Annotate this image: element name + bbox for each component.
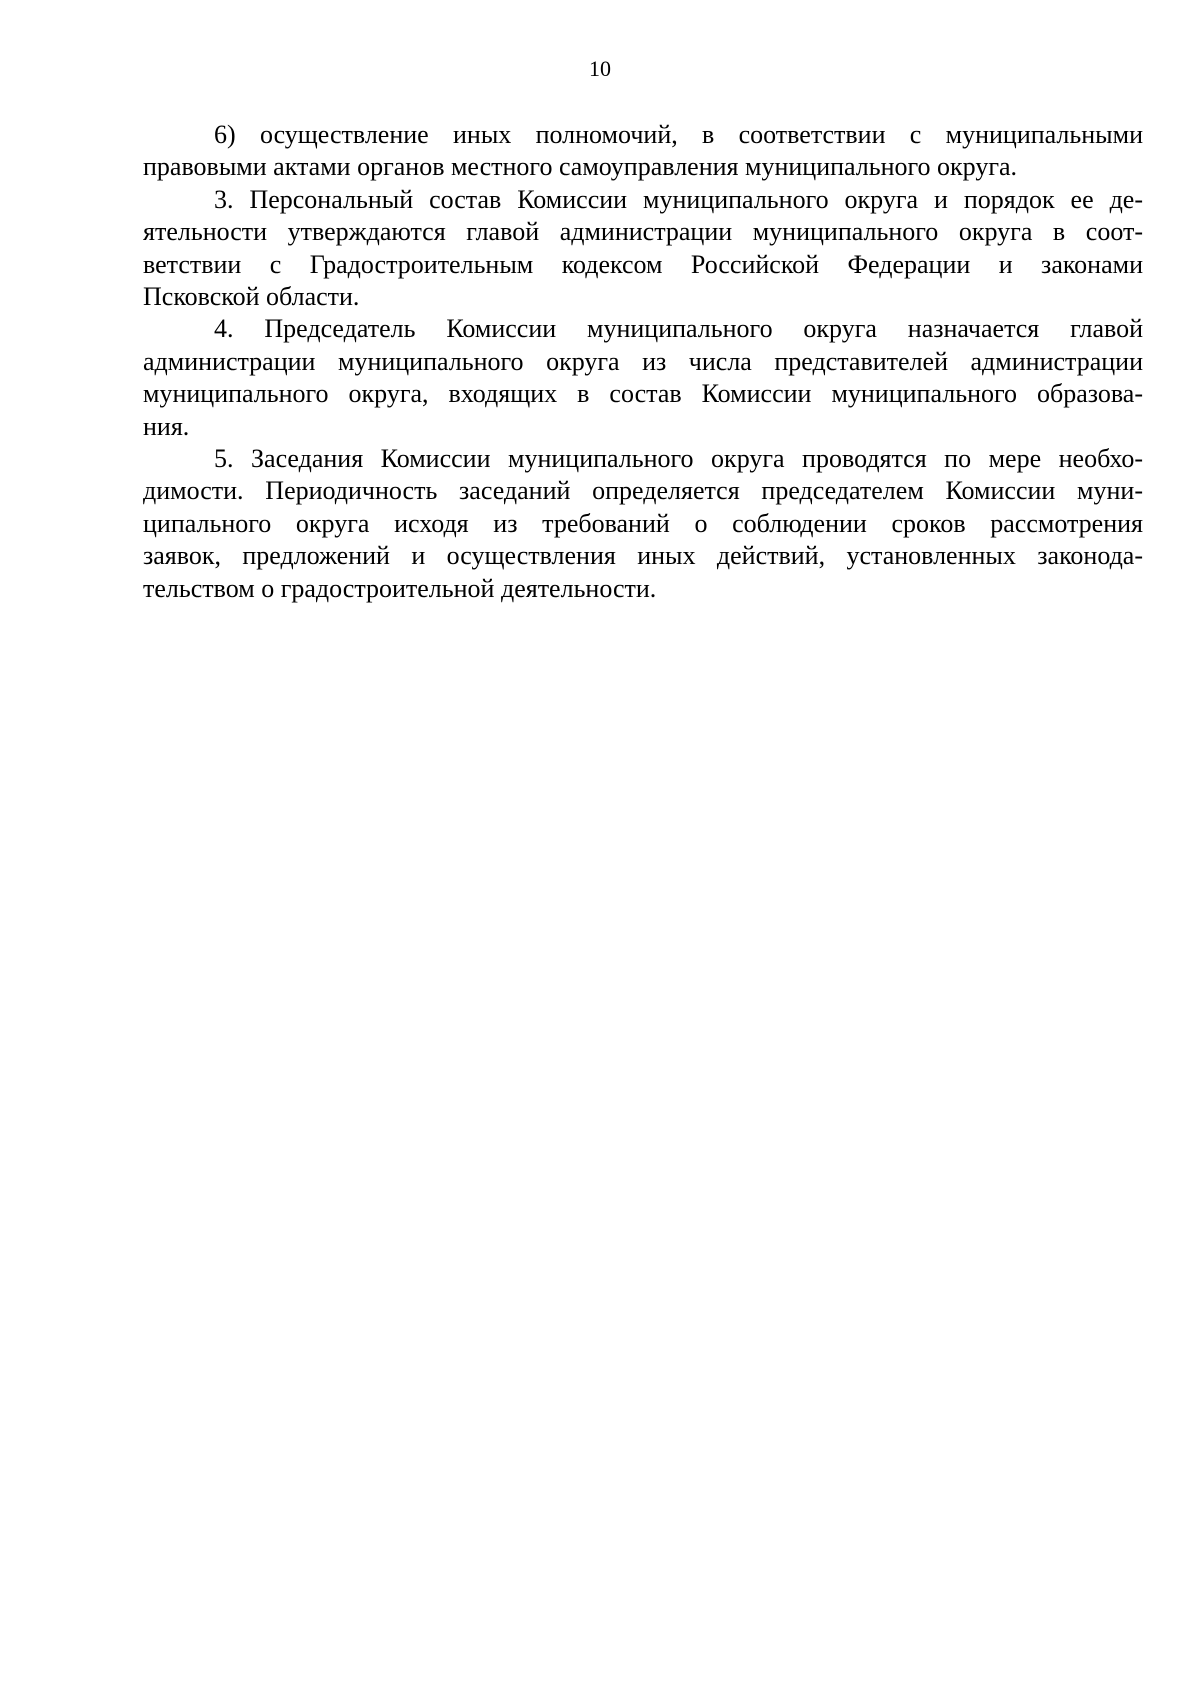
text-line: заявок, предложений и осуществления иных действий, установленных законода- — [143, 541, 1143, 571]
text-line: ветствии с Градостроительным кодексом Российской Федерации и законами — [143, 249, 1143, 279]
paragraph-4 — [143, 313, 1143, 443]
text-line: 3. Персональный состав Комиссии муниципального округа и порядок ее де- — [214, 184, 1143, 214]
paragraph-3 — [143, 184, 1143, 314]
text-line: димости. Периодичность заседаний определяется председателем Комиссии муни- — [143, 476, 1143, 506]
text-line: муниципального округа, входящих в состав Комиссии муниципального образова- — [143, 379, 1143, 409]
text-line: тельством о градостроительной деятельности. — [143, 573, 657, 603]
text-line: ципального округа исходя из требований о соблюдении сроков рассмотрения — [143, 508, 1143, 538]
text-line: 4. Председатель Комиссии муниципального округа назначается главой — [214, 314, 1143, 344]
text-line: администрации муниципального округа из числа представителей администрации — [143, 346, 1143, 376]
text-line: ния. — [143, 411, 190, 441]
paragraph-item-6 — [143, 119, 1143, 184]
document-body — [143, 119, 1143, 605]
text-line: правовыми актами органов местного самоуправления муниципального округа. — [143, 152, 1018, 182]
text-line: ятельности утверждаются главой администрации муниципального округа в соот- — [143, 217, 1143, 247]
text-line: 5. Заседания Комиссии муниципального округа проводятся по мере необхо- — [214, 444, 1143, 474]
text-line: Псковской области. — [143, 282, 360, 312]
text-line: 6) осуществление иных полномочий, в соответствии с муниципальными — [214, 120, 1143, 149]
page-number: 10 — [589, 56, 611, 81]
paragraph-5 — [143, 443, 1143, 605]
